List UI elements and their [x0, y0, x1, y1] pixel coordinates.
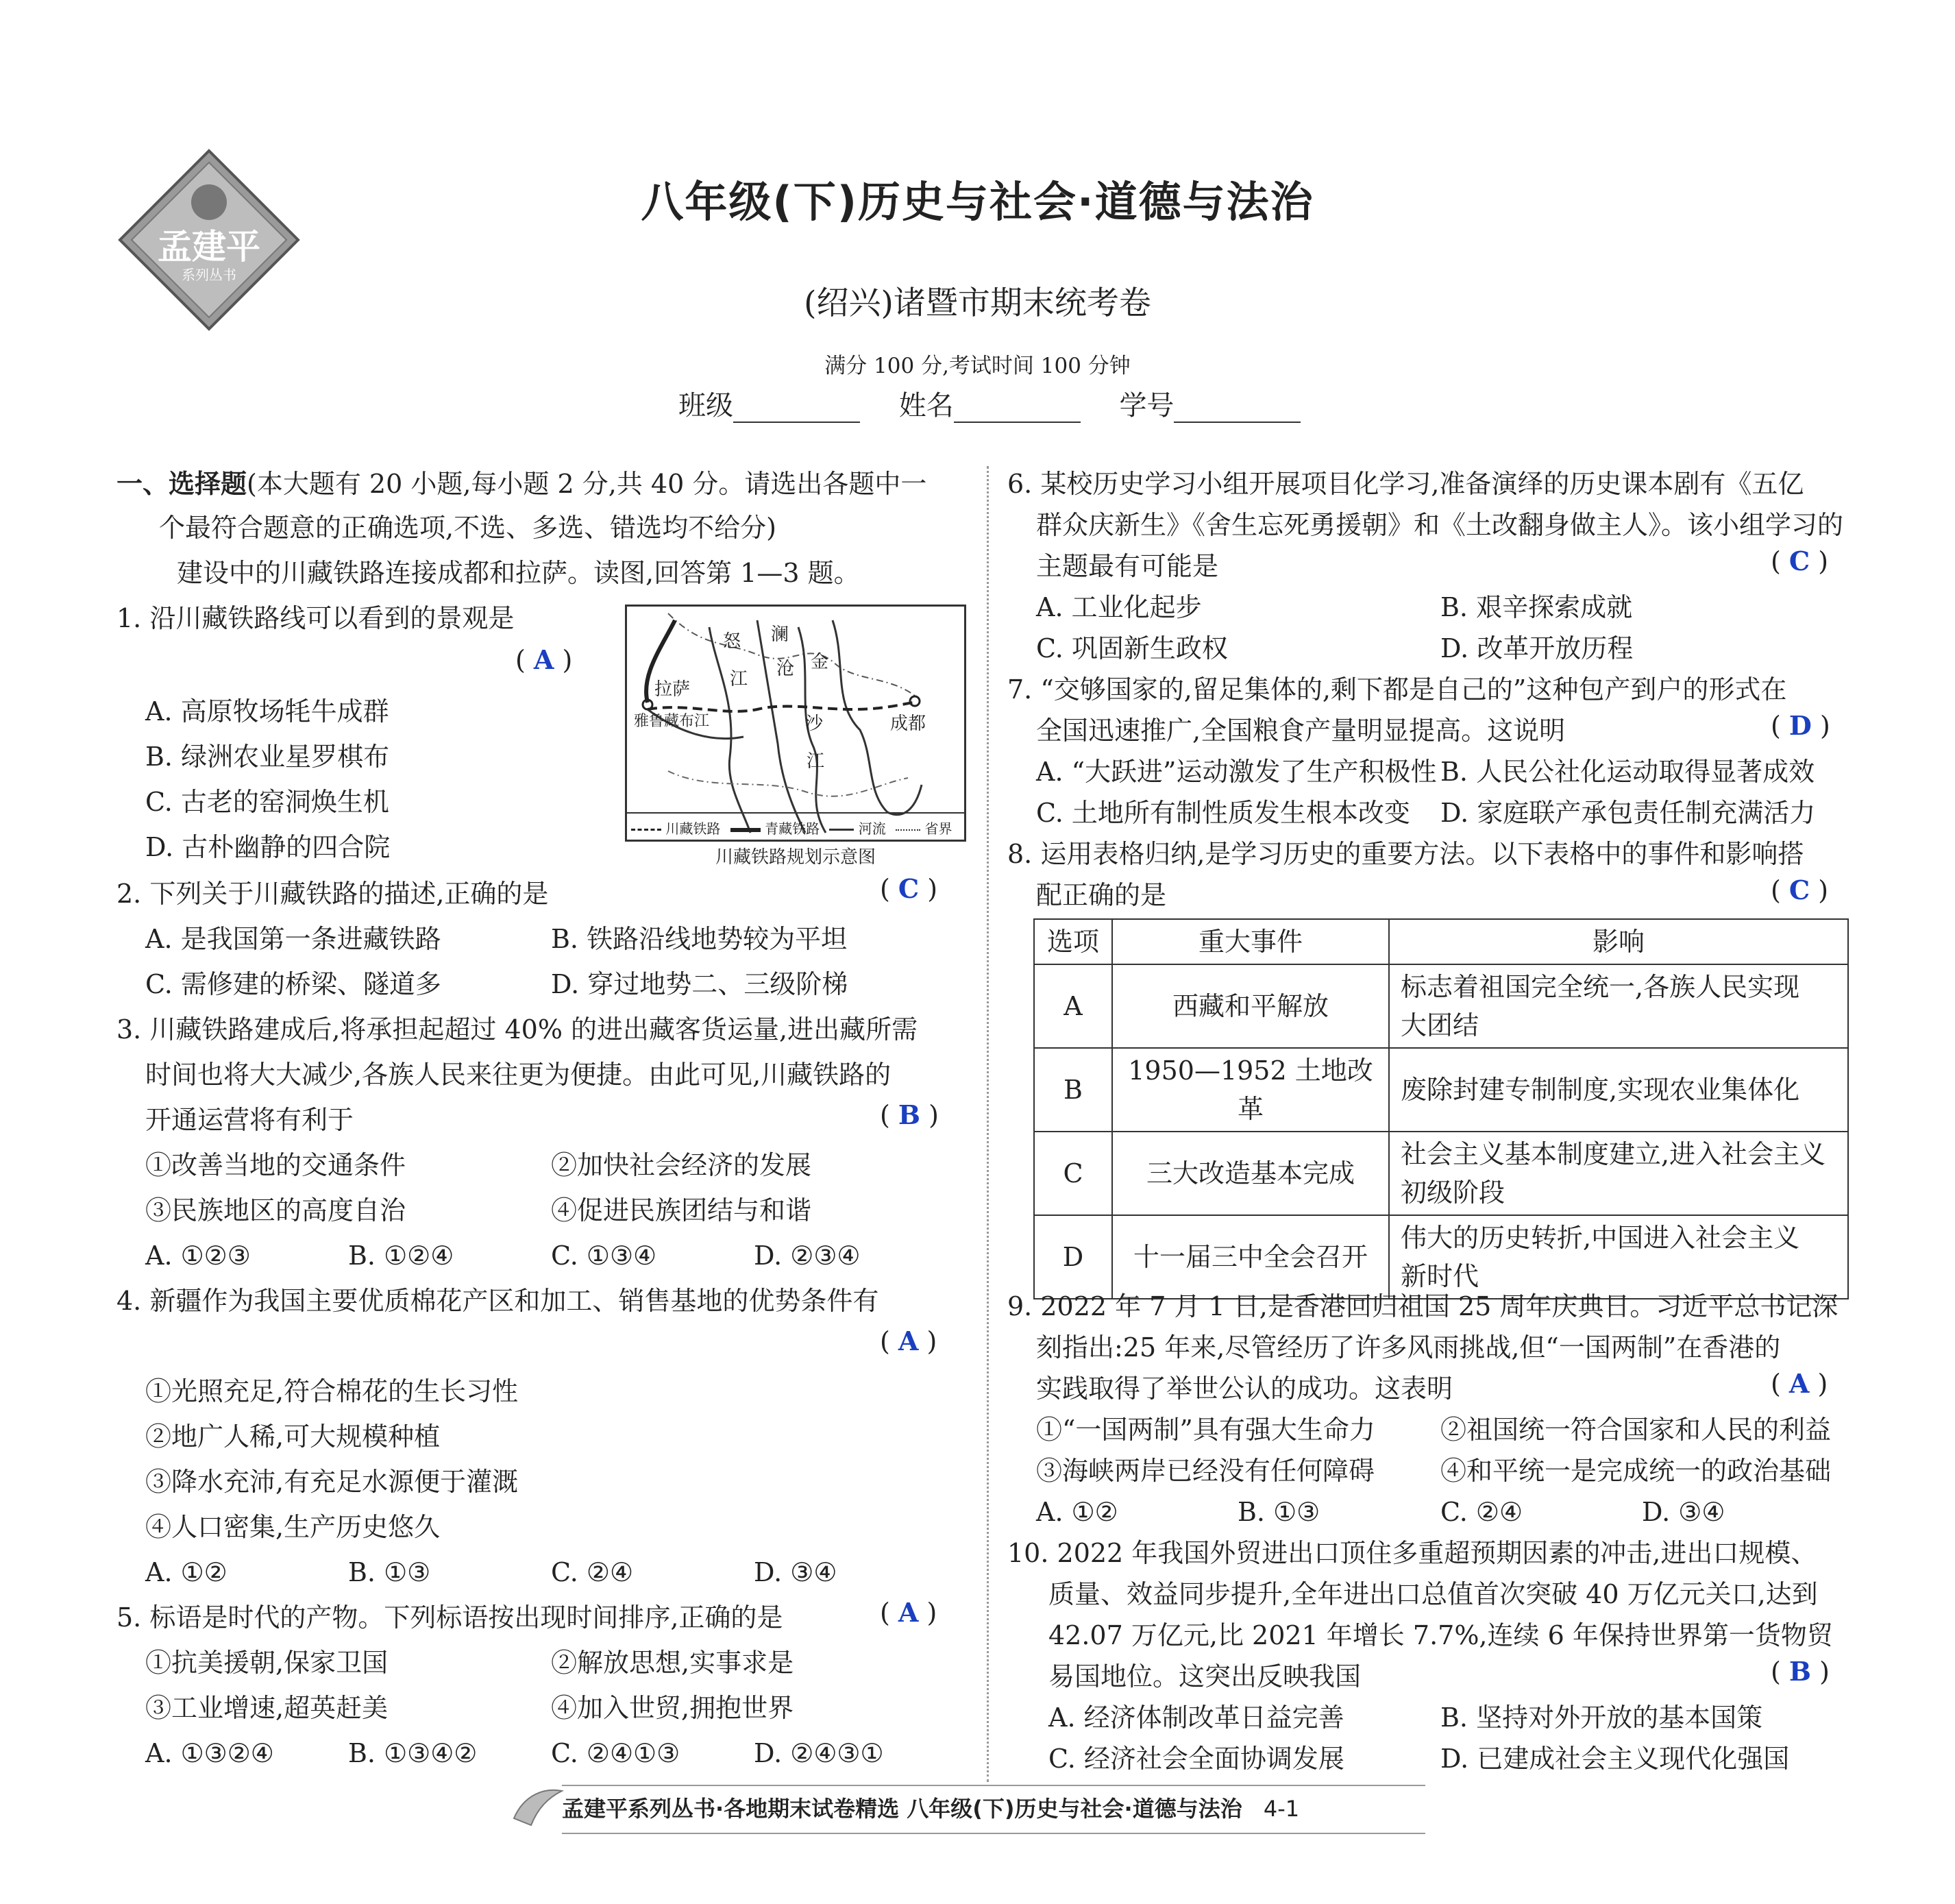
q7-answer-bracket: ( D ): [1771, 710, 1830, 741]
q2-stem: 2. 下列关于川藏铁路的描述,正确的是: [116, 879, 549, 909]
q9-stem-3: 实践取得了举世公认的成功。这表明: [1036, 1374, 1453, 1404]
table-cell-event: 十一届三中全会召开: [1112, 1215, 1389, 1299]
q10-option-a: A. 经济体制改革日益完善: [1048, 1702, 1344, 1733]
q9-item-3: ③海峡两岸已经没有任何障碍: [1036, 1456, 1375, 1486]
railway-map: [625, 605, 966, 842]
field-name-label: 姓名: [898, 390, 954, 422]
table-cell-event: 三大改造基本完成: [1112, 1132, 1389, 1215]
q3-answer-bracket: ( B ): [880, 1099, 939, 1130]
q7-answer: D: [1788, 710, 1812, 741]
q3-answer: B: [898, 1099, 921, 1130]
q4-answer: A: [898, 1326, 919, 1356]
q3-item-4: ④促进民族团结与和谐: [551, 1195, 812, 1225]
table-row: [1034, 1132, 1848, 1215]
q4-item-2: ②地广人稀,可大规模种植: [145, 1421, 441, 1452]
q3-option-b: B. ①②④: [348, 1241, 454, 1271]
table-cell-effect: [1389, 1132, 1848, 1215]
q7-option-a: A. “大跃进”运动激发了生产积极性: [1036, 757, 1437, 787]
q3-stem-2: 时间也将大大减少,各族人民来往更为便捷。由此可见,川藏铁路的: [145, 1060, 892, 1090]
map-label-chengdu: 成都: [890, 713, 926, 734]
q3-stem-3: 开通运营将有利于: [145, 1105, 354, 1135]
page-footer: [562, 1785, 1425, 1834]
q4-option-c: C. ②④: [551, 1557, 634, 1587]
q6-option-b: B. 艰辛探索成就: [1440, 592, 1633, 622]
section-intro: 建设中的川藏铁路连接成都和拉萨。读图,回答第 1—3 题。: [177, 558, 860, 588]
q1-option-a: A. 高原牧场牦牛成群: [145, 696, 389, 727]
q8-stem-2: 配正确的是: [1036, 880, 1167, 910]
table-cell-event: 1950—1952 土地改革: [1112, 1048, 1389, 1132]
q5-item-1: ①抗美援朝,保家卫国: [145, 1648, 389, 1678]
table-cell-option: A: [1034, 964, 1112, 1048]
q5-item-3: ③工业增速,超英赶美: [145, 1693, 389, 1723]
table-cell-option: D: [1034, 1215, 1112, 1299]
legend-border: 省界: [924, 820, 952, 837]
q3-stem-1: 3. 川藏铁路建成后,将承担起超过 40% 的进出藏客货运量,进出藏所需: [116, 1014, 918, 1045]
q3-item-3: ③民族地区的高度自治: [145, 1195, 406, 1225]
q4-option-b: B. ①③: [348, 1557, 431, 1587]
section-heading-line: [116, 463, 926, 504]
q10-stem-4: 易国地位。这突出反映我国: [1048, 1661, 1362, 1692]
q2-option-b: B. 铁路沿线地势较为平坦: [551, 924, 848, 954]
footer-decoration-icon: [511, 1781, 565, 1829]
q1-answer-bracket: ( A ): [515, 644, 573, 675]
q3-item-2: ②加快社会经济的发展: [551, 1150, 812, 1180]
q5-item-2: ②解放思想,实事求是: [551, 1648, 794, 1678]
logo-series: 系列丛书: [182, 267, 236, 283]
q9-item-1: ①“一国两制”具有强大生命力: [1036, 1415, 1375, 1445]
q6-stem-3: 主题最有可能是: [1036, 551, 1219, 581]
map-label-nu: 怒: [723, 631, 741, 652]
q9-option-d: D. ③④: [1642, 1497, 1725, 1527]
q2-answer: C: [898, 873, 920, 904]
table-cell-effect-line-1: 废除封建专制制度,实现农业集体化: [1401, 1075, 1800, 1105]
q7-option-c: C. 土地所有制性质发生根本改变: [1036, 798, 1410, 828]
q4-option-a: A. ①②: [145, 1557, 228, 1587]
q3-option-c: C. ①③④: [551, 1241, 657, 1271]
q3-option-d: D. ②③④: [754, 1241, 861, 1271]
map-label-lancang: 澜: [771, 624, 789, 645]
q10-answer-bracket: ( B ): [1771, 1656, 1830, 1687]
table-cell-option: C: [1034, 1132, 1112, 1215]
q6-option-d: D. 改革开放历程: [1440, 633, 1634, 663]
q4-item-3: ③降水充沛,有充足水源便于灌溉: [145, 1467, 519, 1497]
q6-option-c: C. 巩固新生政权: [1036, 633, 1228, 663]
map-caption: 川藏铁路规划示意图: [715, 847, 876, 868]
q5-option-c: C. ②④①③: [551, 1738, 680, 1768]
field-class-blank[interactable]: [733, 393, 860, 423]
q7-option-d: D. 家庭联产承包责任制充满活力: [1440, 798, 1816, 828]
q9-item-2: ②祖国统一符合国家和人民的利益: [1440, 1415, 1832, 1445]
table-cell-effect-line-1: 社会主义基本制度建立,进入社会主义: [1401, 1139, 1826, 1169]
legend-sichuan-tibet: 川藏铁路: [665, 820, 721, 837]
q9-option-c: C. ②④: [1440, 1497, 1523, 1527]
q4-answer-bracket: ( A ): [880, 1326, 937, 1356]
q4-item-1: ①光照充足,符合棉花的生长习性: [145, 1376, 519, 1406]
column-divider: [987, 466, 989, 1782]
table-cell-effect-line-1: 伟大的历史转折,中国进入社会主义: [1401, 1223, 1800, 1253]
q2-option-a: A. 是我国第一条进藏铁路: [145, 924, 441, 954]
logo-text: 孟建平: [158, 226, 260, 267]
q4-item-4: ④人口密集,生产历史悠久: [145, 1512, 441, 1542]
table-cell-option: B: [1034, 1048, 1112, 1132]
q9-option-a: A. ①②: [1036, 1497, 1118, 1527]
q4-stem: 4. 新疆作为我国主要优质棉花产区和加工、销售基地的优势条件有: [116, 1286, 879, 1316]
table-header-option: 选项: [1034, 919, 1112, 964]
q6-stem-2: 群众庆新生》《舍生忘死勇援朝》和《土改翻身做主人》。该小组学习的: [1036, 510, 1844, 540]
table-row: [1034, 964, 1848, 1048]
table-header-effect: 影响: [1389, 919, 1848, 964]
table-row: [1034, 1048, 1848, 1132]
q3-option-a: A. ①②③: [145, 1241, 251, 1271]
q8-answer: C: [1788, 875, 1810, 905]
q1-option-c: C. 古老的窑洞焕生机: [145, 787, 389, 817]
student-fields: [678, 384, 1331, 423]
q5-item-4: ④加入世贸,拥抱世界: [551, 1693, 794, 1723]
q9-stem-2: 刻指出:25 年来,尽管经历了许多风雨挑战,但“一国两制”在香港的: [1036, 1332, 1781, 1363]
section-desc-2: 个最符合题意的正确选项,不选、多选、错选均不给分): [159, 513, 776, 543]
table-cell-effect-line-2: 新时代: [1401, 1261, 1479, 1291]
legend-qinghai-tibet: 青藏铁路: [765, 820, 820, 837]
q1-option-d: D. 古朴幽静的四合院: [145, 832, 391, 862]
q5-answer-bracket: ( A ): [880, 1597, 937, 1628]
map-label-lhasa: 拉萨: [654, 679, 691, 700]
table-cell-effect-line-2: 初级阶段: [1401, 1177, 1505, 1208]
q10-answer: B: [1788, 1656, 1812, 1687]
footer-page-number: 4-1: [1263, 1796, 1300, 1822]
q8-stem-1: 8. 运用表格归纳,是学习历史的重要方法。以下表格中的事件和影响搭: [1007, 839, 1804, 869]
q5-option-a: A. ①③②④: [145, 1738, 274, 1768]
q7-stem-2: 全国迅速推广,全国粮食产量明显提高。这说明: [1036, 716, 1566, 746]
map-label-nu-jiang: 江: [730, 669, 748, 689]
table-cell-effect: [1389, 1048, 1848, 1132]
field-class-label: 班级: [678, 390, 733, 422]
legend-river: 河流: [858, 820, 886, 837]
q9-option-b: B. ①③: [1238, 1497, 1320, 1527]
q10-stem-1: 10. 2022 年我国外贸进出口顶住多重超预期因素的冲击,进出口规模、: [1007, 1538, 1817, 1568]
q5-answer: A: [898, 1597, 919, 1628]
table-header-row: [1034, 919, 1848, 964]
map-label-lancang-2: 沧: [776, 659, 795, 679]
field-id-blank[interactable]: [1174, 393, 1301, 423]
q9-stem-1: 9. 2022 年 7 月 1 日,是香港回归祖国 25 周年庆典日。习近平总书记深: [1007, 1291, 1839, 1321]
q1-option-b: B. 绿洲农业星罗棋布: [145, 742, 390, 772]
q10-option-d: D. 已建成社会主义现代化强国: [1440, 1744, 1790, 1774]
page-subtitle: (绍兴)诸暨市期末统考卷: [804, 284, 1151, 322]
q5-stem: 5. 标语是时代的产物。下列标语按出现时间排序,正确的是: [116, 1602, 783, 1633]
q7-option-b: B. 人民公社化运动取得显著成效: [1440, 757, 1815, 787]
q10-option-b: B. 坚持对外开放的基本国策: [1440, 1702, 1763, 1733]
map-label-jin: 金: [811, 652, 829, 672]
q2-option-d: D. 穿过地势二、三级阶梯: [551, 969, 848, 999]
q6-answer-bracket: ( C ): [1771, 546, 1829, 576]
q8-table: [1033, 918, 1849, 1299]
map-label-sha: 沙: [805, 713, 824, 734]
field-id-label: 学号: [1119, 390, 1175, 422]
exam-note: 满分 100 分,考试时间 100 分钟: [824, 354, 1131, 378]
q10-stem-2: 质量、效益同步提升,全年进出口总值首次突破 40 万亿元关口,达到: [1048, 1579, 1818, 1609]
q1-stem: 1. 沿川藏铁路线可以看到的景观是: [116, 603, 515, 633]
page-title: 八年级(下)历史与社会·道德与法治: [641, 177, 1314, 227]
field-name-blank[interactable]: [954, 393, 1081, 423]
table-header-event: 重大事件: [1112, 919, 1389, 964]
table-cell-effect: [1389, 964, 1848, 1048]
q1-answer: A: [533, 644, 554, 675]
q10-stem-3: 42.07 万亿元,比 2021 年增长 7.7%,连续 6 年保持世界第一货物贸: [1048, 1620, 1833, 1650]
table-cell-event: 西藏和平解放: [1112, 964, 1389, 1048]
q5-option-b: B. ①③④②: [348, 1738, 478, 1768]
q2-answer-bracket: ( C ): [880, 873, 938, 904]
q6-stem-1: 6. 某校历史学习小组开展项目化学习,准备演绎的历史课本剧有《五亿: [1007, 469, 1804, 499]
section-desc-1: (本大题有 20 小题,每小题 2 分,共 40 分。请选出各题中一: [247, 469, 927, 499]
q2-option-c: C. 需修建的桥梁、隧道多: [145, 969, 441, 999]
q3-item-1: ①改善当地的交通条件: [145, 1150, 406, 1180]
section-heading: 一、选择题: [116, 469, 247, 499]
q8-answer-bracket: ( C ): [1771, 875, 1829, 905]
q9-answer-bracket: ( A ): [1771, 1368, 1828, 1399]
map-label-yarlung: 雅鲁藏布江: [634, 713, 710, 730]
table-cell-effect-line-1: 标志着祖国完全统一,各族人民实现: [1401, 972, 1800, 1002]
q7-stem-1: 7. “交够国家的,留足集体的,剩下都是自己的”这种包产到户的形式在: [1007, 674, 1787, 705]
q6-option-a: A. 工业化起步: [1036, 592, 1202, 622]
q4-option-d: D. ③④: [754, 1557, 837, 1587]
footer-text: 孟建平系列丛书·各地期末试卷精选 八年级(下)历史与社会·道德与法治: [562, 1796, 1242, 1822]
table-cell-effect-line-2: 大团结: [1401, 1010, 1479, 1040]
map-label-jiang: 江: [807, 751, 825, 772]
q6-answer: C: [1788, 546, 1810, 576]
q10-option-c: C. 经济社会全面协调发展: [1048, 1744, 1344, 1774]
q9-answer: A: [1788, 1368, 1810, 1399]
q9-item-4: ④和平统一是完成统一的政治基础: [1440, 1456, 1832, 1486]
q5-option-d: D. ②④③①: [754, 1738, 884, 1768]
map-legend: [627, 812, 964, 840]
